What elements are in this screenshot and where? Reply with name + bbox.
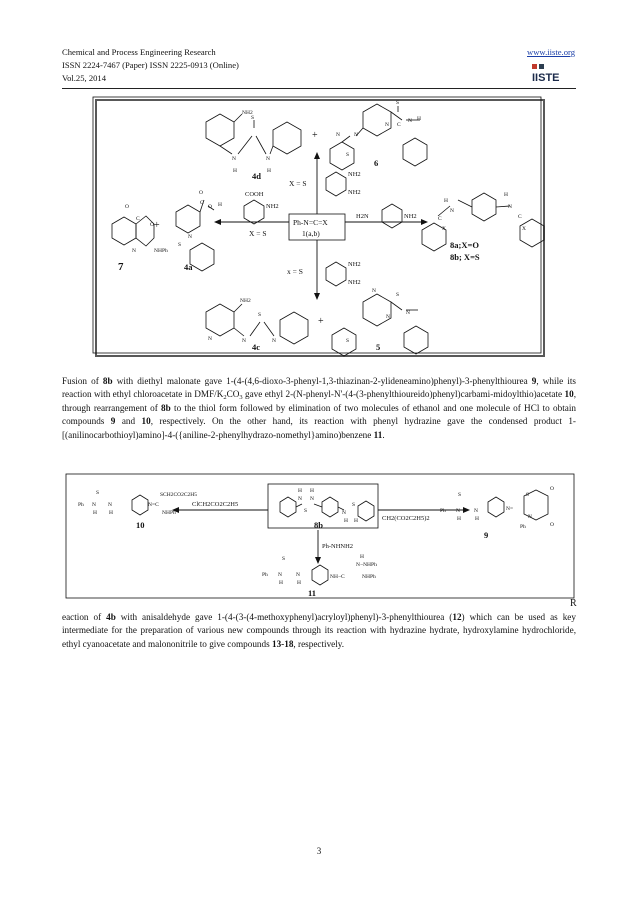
compound-11-structure <box>262 554 377 598</box>
compound-4c-label: 4c <box>252 342 261 352</box>
10-sch-label: SCH2CO2C2H5 <box>160 492 197 498</box>
compound-5-label: 5 <box>376 342 381 352</box>
10-h2-label: H <box>109 510 113 516</box>
compound-4d-structure <box>206 110 301 181</box>
compound-4d-label: 4d <box>252 171 261 181</box>
7-c-label: C <box>136 216 140 222</box>
compound-7-label: 7 <box>118 261 124 273</box>
7-nhph-label: NHPh <box>154 248 168 254</box>
4c-n2-label: N <box>272 338 276 344</box>
plus-sign-top: + <box>312 130 318 141</box>
6-s1-label: S <box>396 100 400 106</box>
11-h1-label: H <box>279 580 283 586</box>
journal-title: Chemical and Process Engineering Research <box>62 47 216 57</box>
9-ph2-label: Ph <box>520 524 526 530</box>
6-s2-label: S <box>346 152 350 158</box>
reagent-diethyl-malonate: CH2(CO2C2H5)2 <box>382 515 430 522</box>
center-reagent: Ph-N=C=X <box>293 218 328 227</box>
compound-8b-label: 8b; X=S <box>450 252 480 262</box>
8b-n2-label: N <box>310 496 314 502</box>
11-ph-label: Ph <box>262 572 268 578</box>
plus-sign-bottom: + <box>318 316 324 327</box>
10-s-label: S <box>96 490 100 496</box>
9-n2-label: N <box>474 508 478 514</box>
11-n2-label: N <box>296 572 300 578</box>
10-n2-label: N <box>108 502 112 508</box>
5-n1-label: N <box>386 314 390 320</box>
11-s-label: S <box>282 556 286 562</box>
4d-n1-label: N <box>232 156 236 162</box>
4a-h1-label: H <box>218 202 222 208</box>
compound-9-structure <box>440 486 554 540</box>
reaction-scheme-1 <box>92 96 548 358</box>
compound-11-label: 11 <box>308 588 317 598</box>
10-nc-label: N=C <box>148 502 159 508</box>
compound-8b-label: 8b <box>314 520 323 530</box>
6-n2-label: N <box>408 118 412 124</box>
10-ph-label: Ph <box>78 502 84 508</box>
4a-o1-label: O <box>199 190 203 196</box>
compound-4c-structure <box>206 298 308 352</box>
volume-line: Vol.25, 2014 <box>62 73 107 83</box>
8-h2-label: H <box>504 192 508 198</box>
condition-bottom: x = S <box>287 267 303 276</box>
8-c1-label: C <box>438 216 442 222</box>
condition-top: X = S <box>289 179 307 188</box>
reagent-phenylhydrazine: Ph-NHNH2 <box>322 543 354 550</box>
bottom-reagent-nh2-b: NH2 <box>348 279 361 286</box>
right-reagent-h2n: H2N <box>356 213 369 220</box>
issn-line: ISSN 2224-7467 (Paper) ISSN 2225-0913 (Online) <box>62 60 239 70</box>
11-h3-label: H <box>360 554 364 560</box>
4a-s-label: S <box>178 242 182 248</box>
top-reagent-nh2-a: NH2 <box>348 171 361 178</box>
9-h2-label: H <box>475 516 479 522</box>
9-neq-label: N= <box>506 506 514 512</box>
6-n4-label: N <box>336 132 340 138</box>
compound-8-structure <box>422 192 544 262</box>
4d-nh2-label: NH2 <box>242 110 253 116</box>
left-reagent-nh2: NH2 <box>266 203 279 210</box>
8b-s1-label: S <box>304 508 308 514</box>
8-h1-label: H <box>444 198 448 204</box>
9-o2-label: O <box>550 522 554 528</box>
journal-url-link[interactable]: www.iiste.org <box>527 47 575 57</box>
compound-5-structure <box>332 288 428 356</box>
4d-h1-label: H <box>233 168 237 174</box>
10-h1-label: H <box>93 510 97 516</box>
10-nhph-label: NHPh <box>162 510 176 516</box>
6-h1-label: H <box>417 116 421 122</box>
9-o1-label: O <box>550 486 554 492</box>
4c-n-ring-label: N <box>208 336 212 342</box>
compound-8b-structure <box>280 488 374 530</box>
9-h1-label: H <box>457 516 461 522</box>
compound-8b-box <box>268 484 378 528</box>
compound-6-structure <box>330 100 427 170</box>
6-n3-label: N <box>354 132 358 138</box>
reaction-scheme-2 <box>62 472 580 608</box>
bottom-reagent-nh2-a: NH2 <box>348 261 361 268</box>
left-reagent-cooh: COOH <box>245 191 264 198</box>
compound-9-label: 9 <box>484 530 489 540</box>
6-c1-label: C <box>397 122 401 128</box>
4d-n2-label: N <box>266 156 270 162</box>
5-n-ring-label: N <box>372 288 376 294</box>
compound-10-label: 10 <box>136 520 145 530</box>
11-nnhph-label: N−NHPh <box>356 562 377 568</box>
4c-nh2-label: NH2 <box>240 298 251 304</box>
9-ph-label: Ph <box>440 508 446 514</box>
8b-h4-label: H <box>354 518 358 524</box>
9-s1-label: S <box>458 492 462 498</box>
8b-h3-label: H <box>344 518 348 524</box>
11-nhc-label: NH−C <box>330 574 345 580</box>
7-o2-label: O <box>150 222 154 228</box>
8b-s2-label: S <box>352 502 356 508</box>
top-reagent-nh2-b: NH2 <box>348 189 361 196</box>
4d-h2-label: H <box>267 168 271 174</box>
11-n1-label: N <box>278 572 282 578</box>
compound-4a-structure <box>176 190 222 272</box>
11-nhph-label: NHPh <box>362 574 376 580</box>
compound-6-label: 6 <box>374 158 379 168</box>
8-n1-label: N <box>450 208 454 214</box>
7-n-label: N <box>132 248 136 254</box>
8b-h1-label: H <box>298 488 302 494</box>
iiste-logo <box>530 62 572 84</box>
logo-text: IISTE <box>532 72 560 84</box>
8-x1-label: X <box>442 226 446 232</box>
9-n1-label: N <box>456 508 460 514</box>
4a-n1-label: N <box>188 234 192 240</box>
5-s2-label: S <box>346 338 350 344</box>
9-s2-label: S <box>526 492 530 498</box>
10-n1-label: N <box>92 502 96 508</box>
4c-s-label: S <box>258 312 262 318</box>
scheme2-r-letter: R <box>570 598 577 608</box>
8b-n1-label: N <box>298 496 302 502</box>
header-rule <box>62 88 576 89</box>
page-number: 3 <box>316 846 322 856</box>
4a-o2-label: O <box>208 204 212 210</box>
reagent-ethyl-chloroacetate: ClCH2CO2C2H5 <box>192 501 239 508</box>
8b-n3-label: N <box>342 510 346 516</box>
compound-7-structure <box>112 204 168 273</box>
9-n3-label: N <box>528 514 532 520</box>
compound-4a-label: 4a <box>184 262 193 272</box>
scheme2-frame <box>66 474 574 598</box>
5-s1-label: S <box>396 292 400 298</box>
5-n2-label: N <box>406 310 410 316</box>
8-n2-label: N <box>508 204 512 210</box>
paragraph-2: eaction of 4b with anisaldehyde gave 1-(4-(3-(4-methoxyphenyl)acryloyl)phenyl)-3-phenylthiourea (12) which can be used as key intermediate for the preparation of various new compounds through its reaction with hydrazine hydrate, hydroxylamine hydrochloride, ethyl cyanoacetate and malononitrile to give compounds 13-18, respectively. <box>62 612 576 649</box>
11-h2-label: H <box>297 580 301 586</box>
8-x2-label: X <box>522 226 526 232</box>
4d-s-label: S <box>251 115 255 121</box>
6-n1-label: N <box>385 122 389 128</box>
8-c2-label: C <box>518 214 522 220</box>
right-reagent-nh2: NH2 <box>404 213 417 220</box>
8b-h2-label: H <box>310 488 314 494</box>
4a-c-label: C <box>200 200 204 206</box>
4c-n1-label: N <box>242 338 246 344</box>
7-o1-label: O <box>125 204 129 210</box>
plus-sign-left: + <box>154 220 160 231</box>
center-reagent-sub: 1(a,b) <box>302 229 320 238</box>
paragraph-1: Fusion of 8b with diethyl malonate gave 1-(4-(4,6-dioxo-3-phenyl-1,3-thiazinan-2-ylideneamino)phenyl)-3-phenylthiourea 9, while its reaction with ethyl chloroacetate in DMF/$K_2CO_3$ gave ethyl 2-(N-phenyl-N'-(4-(3-phenylthioureido)phenyl)carbami-midoylthio)acetate 10, through rearrangement of 8b to the thiol form followed by elimination of two molecules of ethanol and one molecule of HCl to obtain compounds 9 and 10, respectively. On the other hand, its reaction with phenyl hydrazine gave the condensed product 1-[(anilinocarbothioyl)amino]-4-({aniline-2-phenylhydrazo-nomethyl}amino)benzene 11. <box>62 376 577 440</box>
condition-left: X = S <box>249 229 267 238</box>
compound-8a-label: 8a;X=O <box>450 240 479 250</box>
